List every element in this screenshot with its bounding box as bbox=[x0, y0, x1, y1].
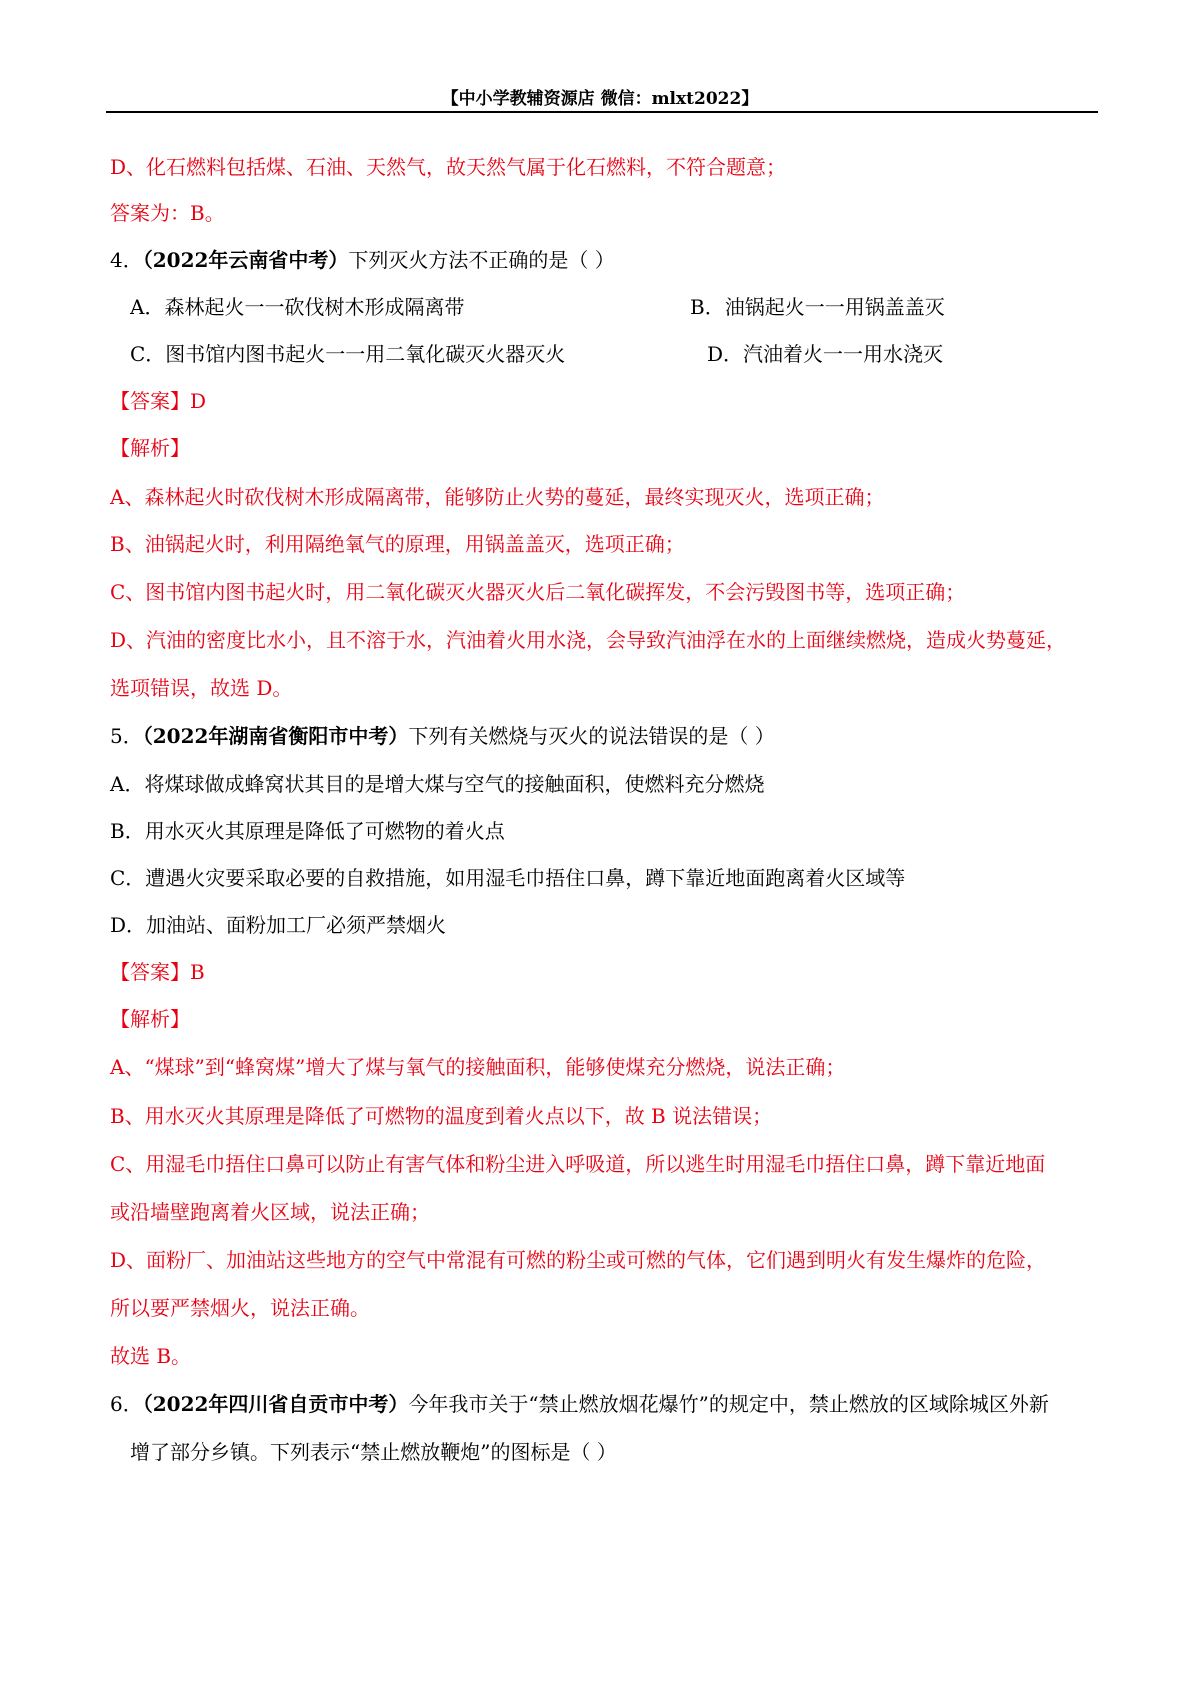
question-number: 5． bbox=[110, 724, 143, 748]
question-stem: 今年我市关于“禁止燃放烟花爆竹”的规定中，禁止燃放的区域除城区外新 bbox=[408, 1392, 1049, 1416]
q5-explanation-c: C、用湿毛巾捂住口鼻可以防止有害气体和粉尘进入呼吸道，所以逃生时用湿毛巾捂住口鼻，蹲下靠近地面 bbox=[110, 1152, 1046, 1176]
question-6 bbox=[110, 1390, 1049, 1418]
q5-analysis-label: 【解析】 bbox=[110, 1007, 190, 1031]
question-number: 6． bbox=[110, 1392, 143, 1416]
question-4 bbox=[110, 246, 615, 274]
q4-explanation-d: D、汽油的密度比水小，且不溶于水，汽油着火用水浇，会导致汽油浮在水的上面继续燃烧，造成火势蔓延， bbox=[110, 628, 1067, 652]
q5-explanation-a: A、“煤球”到“蜂窝煤”增大了煤与氧气的接触面积，能够使煤充分燃烧，说法正确； bbox=[110, 1055, 846, 1079]
q5-option-c: C．遭遇火灾要采取必要的自救措施，如用湿毛巾捂住口鼻，蹲下靠近地面跑离着火区域等 bbox=[110, 866, 906, 890]
q5-option-b: B．用水灭火其原理是降低了可燃物的着火点 bbox=[110, 819, 505, 843]
q4-option-a: A．森林起火一一砍伐树木形成隔离带 bbox=[130, 295, 465, 319]
q4-explanation-d-cont: 选项错误，故选 D。 bbox=[110, 676, 293, 700]
q4-answer: 【答案】D bbox=[110, 389, 207, 413]
question-source: （2022年湖南省衡阳市中考） bbox=[142, 724, 409, 748]
q5-answer: 【答案】B bbox=[110, 960, 205, 984]
prev-answer: 答案为：B。 bbox=[110, 201, 225, 225]
q4-option-d: D．汽油着火一一用水浇灭 bbox=[707, 342, 944, 366]
header-rule bbox=[106, 111, 1098, 113]
q5-explanation-d-cont: 所以要严禁烟火，说法正确。 bbox=[110, 1296, 370, 1320]
question-number: 4． bbox=[110, 248, 143, 272]
question-5 bbox=[110, 722, 775, 750]
q4-explanation-a: A、森林起火时砍伐树木形成隔离带，能够防止火势的蔓延，最终实现灭火，选项正确； bbox=[110, 485, 885, 509]
question-stem: 下列灭火方法不正确的是（ ） bbox=[348, 248, 615, 272]
question-source: （2022年四川省自贡市中考） bbox=[142, 1392, 409, 1416]
q5-conclusion: 故选 B。 bbox=[110, 1344, 192, 1368]
q5-explanation-c-cont: 或沿墙壁跑离着火区域，说法正确； bbox=[110, 1200, 430, 1224]
prev-explanation-d: D、化石燃料包括煤、石油、天然气，故天然气属于化石燃料，不符合题意； bbox=[110, 155, 787, 179]
q5-option-a: A．将煤球做成蜂窝状其目的是增大煤与空气的接触面积，使燃料充分燃烧 bbox=[110, 772, 765, 796]
page-header: 【中小学教辅资源店 微信：mlxt2022】 bbox=[441, 89, 759, 109]
q4-option-c: C．图书馆内图书起火一一用二氧化碳灭火器灭火 bbox=[130, 342, 566, 366]
q4-explanation-b: B、油锅起火时，利用隔绝氧气的原理，用锅盖盖灭，选项正确； bbox=[110, 532, 685, 556]
q4-explanation-c: C、图书馆内图书起火时，用二氧化碳灭火器灭火后二氧化碳挥发，不会污毁图书等，选项正确； bbox=[110, 580, 966, 604]
q4-option-b: B．油锅起火一一用锅盖盖灭 bbox=[690, 295, 945, 319]
q5-explanation-d: D、面粉厂、加油站这些地方的空气中常混有可燃的粉尘或可燃的气体，它们遇到明火有发生爆炸的危险， bbox=[110, 1248, 1047, 1272]
question-stem: 下列有关燃烧与灭火的说法错误的是（ ） bbox=[408, 724, 775, 748]
q5-explanation-b: B、用水灭火其原理是降低了可燃物的温度到着火点以下，故 B 说法错误； bbox=[110, 1104, 773, 1128]
q4-analysis-label: 【解析】 bbox=[110, 436, 190, 460]
question-source: （2022年云南省中考） bbox=[142, 248, 349, 272]
question-6-stem-cont: 增了部分乡镇。下列表示“禁止燃放鞭炮”的图标是（ ） bbox=[130, 1440, 617, 1464]
q5-option-d: D．加油站、面粉加工厂必须严禁烟火 bbox=[110, 913, 447, 937]
